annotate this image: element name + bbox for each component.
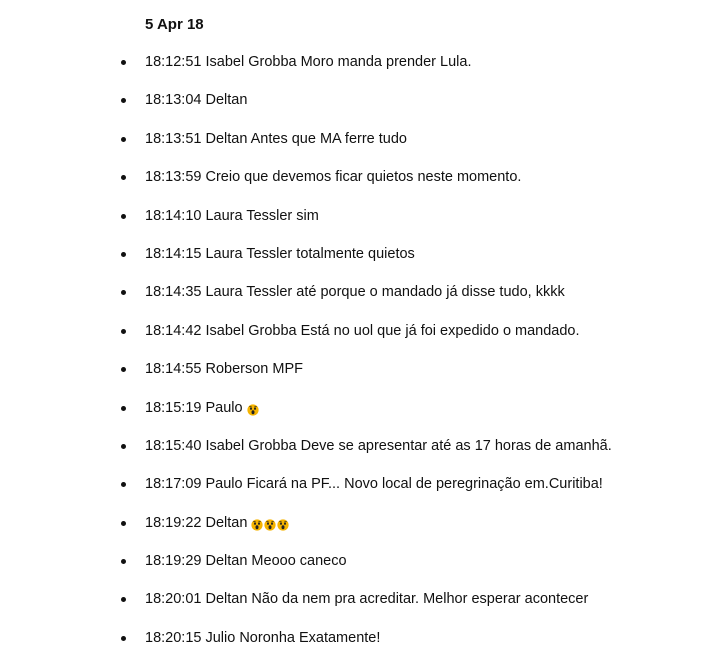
bullet-icon	[121, 444, 126, 449]
emoji-row	[247, 400, 260, 420]
list-item	[0, 589, 712, 627]
list-item	[0, 513, 712, 551]
list-item	[0, 90, 712, 128]
message-time: 18:13:04	[145, 92, 202, 109]
bullet-icon	[121, 290, 126, 295]
message-time: 18:12:51	[145, 54, 202, 70]
bullet-icon	[121, 521, 126, 526]
message-time: 18:19:22	[145, 514, 202, 531]
message-entry	[145, 282, 565, 302]
list-item	[0, 282, 712, 320]
bullet-icon	[121, 137, 126, 142]
list-item	[0, 206, 712, 244]
message-time: 18:14:10	[145, 207, 202, 224]
message-entry	[145, 436, 612, 456]
message-time: 18:14:55	[145, 361, 202, 378]
list-item	[0, 167, 712, 205]
message-time: 18:14:15	[145, 245, 202, 262]
message-entry	[145, 513, 290, 535]
message-entry	[145, 398, 260, 420]
message-text: Creio que devemos ficar quietos neste momento.	[205, 169, 522, 186]
message-text: Isabel Grobba Está no uol que já foi expedido o mandado.	[205, 322, 580, 339]
message-text: Paulo	[205, 399, 243, 416]
bullet-icon	[121, 636, 126, 641]
message-text: Deltan Meooo caneco	[205, 553, 347, 570]
bullet-icon	[121, 98, 126, 103]
message-time: 18:13:51	[145, 130, 202, 147]
message-time: 18:15:19	[145, 399, 202, 416]
message-time: 18:14:42	[145, 322, 202, 339]
message-entry	[145, 551, 347, 571]
message-entry	[145, 52, 471, 72]
message-text: Isabel Grobba Deve se apresentar até as 17 horas de amanhã.	[205, 437, 612, 454]
message-text: Julio Noronha Exatamente!	[205, 629, 381, 646]
message-text: Deltan	[205, 514, 248, 531]
message-time: 18:15:40	[145, 437, 202, 454]
message-text: Laura Tessler totalmente quietos	[205, 245, 415, 262]
message-entry	[145, 167, 521, 187]
message-list	[0, 52, 712, 666]
message-text: Laura Tessler sim	[205, 207, 319, 224]
bullet-icon	[121, 60, 126, 65]
bullet-icon	[121, 329, 126, 334]
message-text: Roberson MPF	[205, 361, 303, 378]
bullet-icon	[121, 482, 126, 487]
list-item	[0, 244, 712, 282]
message-text: Laura Tessler até porque o mandado já disse tudo, kkkk	[205, 284, 565, 301]
message-entry	[145, 206, 319, 226]
message-time: 18:20:15	[145, 629, 202, 646]
list-item	[0, 129, 712, 167]
message-time: 18:19:29	[145, 553, 202, 570]
message-entry	[145, 129, 407, 149]
screaming-face-icon	[277, 519, 289, 531]
message-text: Paulo Ficará na PF... Novo local de peregrinação em.Curitiba!	[205, 476, 603, 493]
bullet-icon	[121, 367, 126, 372]
list-item	[0, 52, 712, 90]
emoji-row	[251, 515, 290, 535]
list-item	[0, 551, 712, 589]
bullet-icon	[121, 406, 126, 411]
message-entry	[145, 244, 415, 264]
bullet-icon	[121, 559, 126, 564]
screaming-face-icon	[251, 519, 263, 531]
bullet-icon	[121, 214, 126, 219]
bullet-icon	[121, 175, 126, 180]
message-entry	[145, 321, 580, 341]
message-entry	[145, 359, 303, 379]
message-text: Deltan	[205, 92, 248, 109]
bullet-icon	[121, 597, 126, 602]
message-entry	[145, 474, 603, 494]
message-entry	[145, 90, 247, 110]
list-item	[0, 436, 712, 474]
list-item	[0, 359, 712, 397]
message-time: 18:14:35	[145, 284, 202, 301]
screaming-face-icon	[264, 519, 276, 531]
message-text: Isabel Grobba Moro manda prender Lula.	[205, 54, 472, 70]
message-time: 18:17:09	[145, 476, 202, 493]
message-entry	[145, 628, 380, 648]
bullet-icon	[121, 252, 126, 257]
screaming-face-icon	[247, 404, 259, 416]
message-time: 18:20:01	[145, 591, 202, 608]
list-item	[0, 321, 712, 359]
list-item	[0, 398, 712, 436]
message-time: 18:13:59	[145, 169, 202, 186]
message-text: Deltan Não da nem pra acreditar. Melhor esperar acontecer	[205, 591, 589, 608]
message-text: Deltan Antes que MA ferre tudo	[205, 130, 407, 147]
message-entry	[145, 589, 588, 609]
date-heading: 5 Apr 18	[145, 16, 204, 33]
list-item	[0, 474, 712, 512]
list-item	[0, 628, 712, 666]
